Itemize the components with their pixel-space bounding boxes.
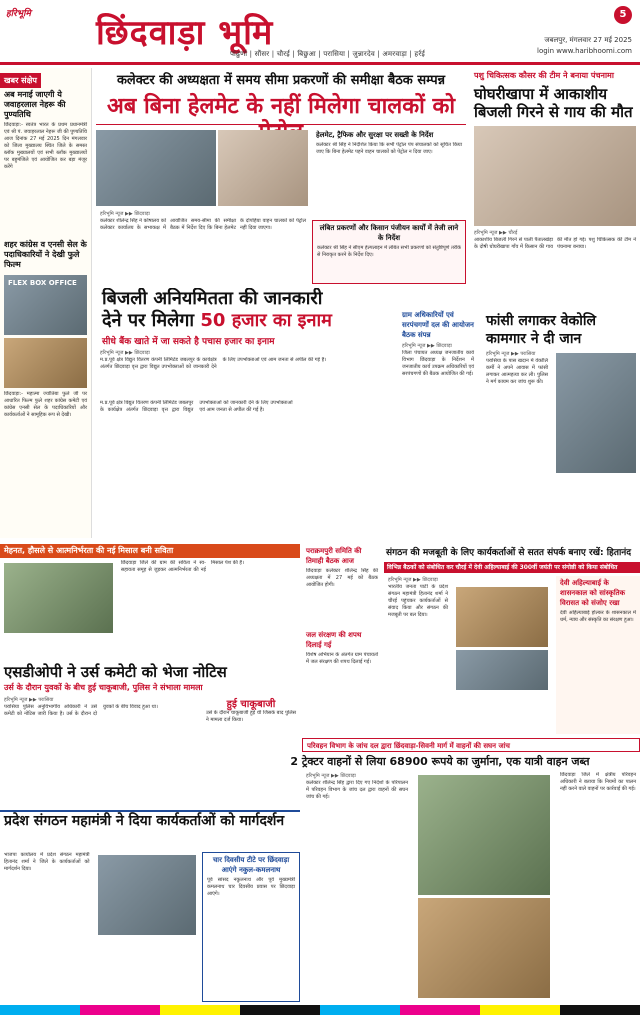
meeting-headline: ग्राम अधिकारियों एवं सरपंचगणों दल की आयोजन बैठक संपन्न <box>402 311 474 339</box>
electricity-text-cont: म.प्र.पूर्व क्षेत्र विद्युत वितरण कंपनी लिमिटेड जबलपुर के कार्यक्षेत्र अंतर्गत छिंदवाड़ा वृत्त द्वारा विद्युत उपभोक्ताओं को जानकारी देने के लिए उपभोक्ताओं एवं आम जनता से अपील की गई है। <box>100 400 293 413</box>
sdop-story <box>0 696 200 806</box>
lead-headline: अब बिना हेलमेट के नहीं मिलेगा चालकों को <box>106 94 456 119</box>
edition-title: छिंदवाड़ा भूमि <box>96 13 274 53</box>
sdop-headline: एसडीओपी ने उर्स कमेटी को भेजा नोटिस <box>4 663 227 681</box>
sangathan-text: भारतीय जनता पार्टी के प्रदेश संगठन महामंत्री हितानंद शर्मा ने चौरई पहुंचकर कार्यकर्ताओं से संवाद किया और संगठन की मजबूती पर बल दिया। <box>388 584 448 618</box>
cow-photo <box>474 126 636 226</box>
transport-text: कलेक्टर शीलेन्द्र सिंह द्वारा दिए गए निर्देशों के परिपालन में परिवहन विभाग के जांच दल द्वारा वाहनों की सघन जांच की गई। <box>306 780 408 800</box>
sangathan-byline: हरिभूमि न्यूज ▶▶ छिंदवाड़ा <box>388 577 438 583</box>
mid-headline-2: जल संरक्षण की शपथ दिलाई गई <box>306 631 362 649</box>
lead-kicker: कलेक्टर की अध्यक्षता में समय सीमा प्रकरणों की समीक्षा बैठक सम्पन्न <box>116 73 446 88</box>
newspaper-logo: हरिभूमि <box>6 9 31 19</box>
suicide-text: परासिया के पास खदान में वेकोलि कर्मी ने अपने आवास में फांसी लगाकर आत्महत्या कर ली। पुलिस ने मर्ग कायम कर जांच शुरू की। <box>486 358 548 385</box>
lead-photo-mid <box>218 128 308 208</box>
meeting-text: जिला पंचायत अध्यक्ष जनजातीय कार्य विभाग छिंदवाड़ा के निर्देशन में जनजातीय कार्य उपक्रम अधिकारियों एवं सरपंचगणों की बैठक आयोजित की गई। <box>402 350 474 377</box>
page-number: 5 <box>614 6 632 24</box>
sdop-text: परासिया पुलिस अनुविभागीय अधिकारी ने उर्स कमेटी को नोटिस जारी किया है। उर्स के दौरान दो युवकों के बीच विवाद हुआ था। <box>4 704 158 717</box>
lead-box-text: कलेक्टर श्री सिंह ने सीएम हेल्पलाइन में लंबित सभी प्रकरणों को संतुष्टिपूर्ण तरीके से निराकृत करने के निर्देश दिए। <box>317 245 461 258</box>
electricity-headline-2b: 50 हजार का इनाम <box>200 310 332 331</box>
electricity-text: म.प्र.पूर्व क्षेत्र विद्युत वितरण कंपनी लिमिटेड जबलपुर के कार्यक्षेत्र अंतर्गत छिंदवाड़ा वृत्त द्वारा विद्युत उपभोक्ताओं को जानकारी देने के लिए उपभोक्ताओं एवं आम जनता से अपील की गई है। <box>100 357 327 370</box>
electricity-headline-2a: देने पर मिलेगा <box>102 310 195 331</box>
lead-photo-left <box>96 128 216 208</box>
lead-side-text: कलेक्टर श्री सिंह ने निर्देशित किया कि सभी पेट्रोल पंप संचालकों को सूचित किया जाए कि बिना हेलमेट पहने वाहन चालकों को पेट्रोल न दिया जाए। <box>316 142 462 155</box>
lead-sidebar <box>312 128 466 218</box>
lead-box-headline: लंबित प्रकरणों और किसान पंजीयन कार्यों में तेजी लाने के निर्देश <box>319 224 459 242</box>
pradesh-photo <box>98 855 196 935</box>
chaku-box <box>202 696 300 806</box>
news-brief-label: खबर संक्षेप <box>0 73 41 88</box>
lead-text: कलेक्टर शीलेन्द्र सिंह ने कोषालय को कलेक्टर कार्यालय के सभाकक्ष में आयोजित समय-सीमा की समीक्षा बैठक में निर्देश दिए कि बिना हेलमेट के दोपहिया वाहन चालकों को पेट्रोल नहीं दिया जाएगा। <box>100 218 306 231</box>
lead-side-headline: हेलमेट, ट्रैफिक और सुरक्षा पर सख्ती के निर्देश <box>316 131 434 139</box>
electricity-continued <box>96 400 396 540</box>
lightning-headline: घोघरीखापा में आकाशीय बिजली गिरने से गाय की मौत <box>474 85 633 121</box>
district-list: पांढुर्णा | सौंसर | चौरई | बिछुआ | परासिया | जुन्नारदेव | अमरवाड़ा | हर्रई <box>230 50 426 58</box>
meeting-story <box>398 308 478 540</box>
electricity-byline: हरिभूमि न्यूज ▶▶ छिंदवाड़ा <box>100 350 150 356</box>
lightning-kicker: पशु चिकित्सक कौसर की टीम ने बनाया पंचनामा <box>474 71 614 80</box>
transport-story <box>302 772 412 1004</box>
brief-headline-1: अब मनाई जाएगी ये जवाहरलाल नेहरू की पुण्यतिथि <box>4 90 66 119</box>
lightning-text: आकाशीय बिजली गिरने से पाली पैतालखेड़ा के दोषी घोघरीखापा गाँव में किसान की गाय की मौत हो गई। पशु चिकित्सक की टीम ने पंचनामा बनाया। <box>474 237 636 250</box>
savita-photo <box>4 563 113 633</box>
sangathan-photo-1 <box>456 587 548 647</box>
mid-text-1: छिंदवाड़ा कलेक्टर शीलेन्द्र सिंह की अध्यक्षता में 27 मई को बैठक आयोजित होगी। <box>306 568 378 588</box>
sangathan-story <box>384 576 554 734</box>
masthead <box>0 0 640 62</box>
ahilya-sidebar <box>556 576 640 734</box>
cinema-photo <box>4 275 87 335</box>
brief-headline-2: शहर कांग्रेस व एनसी सेल के पदाधिकारियों ने देखी फुले फिल्म <box>4 240 87 269</box>
lightning-byline: हरिभूमि न्यूज ▶▶ चौरई <box>474 230 518 236</box>
transport-subhead: 2 ट्रेक्टर वाहनों से लिया 68900 रूपये का जुर्माना, एक यात्री वाहन जब्त <box>290 755 590 768</box>
mid-text-2: विशेष अभियान के अंतर्गत ग्राम पंचायतों में जल संरक्षण की शपथ दिलाई गई। <box>306 652 378 665</box>
lead-rule <box>96 124 466 125</box>
tractor-photo <box>418 898 550 998</box>
victim-photo <box>556 353 636 473</box>
electricity-headline-1: बिजली अनियमितता की जानकारी <box>102 288 323 309</box>
edition-date: जबलपुर, मंगलवार 27 मई 2025 <box>544 36 632 44</box>
lead-body <box>96 210 310 284</box>
chaku-headline: हुई चाकूबाजी <box>226 699 276 710</box>
masthead-rule <box>0 62 640 65</box>
brief-text-1: छिंदवाड़ा:- स्वतंत्र भारत के प्रथम प्रधानमंत्री एवं श्री पं. जवाहरलाल नेहरू जी की पुण्यतिथि आज दिनांक 27 मई 2025 दिन मंगलवार को जिला मुख्यालय स्थित जिले के समस्त ब्लॉक मुख्यालयों एवं सभी ब्लॉक मुख्यालयों पर बहुमंजिले एवं आयोजित कर बड़ा मंजूर करेंगे <box>4 122 87 170</box>
suicide-story <box>482 310 640 540</box>
nakul-box <box>202 852 300 1002</box>
nakul-text: पूर्व सांसद नकुलनाथ और पूर्व मुख्यमंत्री कमलनाथ चार दिवसीय प्रवास पर छिंदवाड़ा आएंगे। <box>207 877 295 897</box>
pradesh-headline: प्रदेश संगठन महामंत्री ने दिया कार्यकर्ताओं को मार्गदर्शन <box>0 810 300 850</box>
news-brief-column <box>0 68 92 538</box>
sangathan-headline: संगठन की मजबूती के लिए कार्यकर्ताओं से सतत संपर्क बनाए रखें: हितानंद <box>386 548 632 558</box>
savita-banner: मेहनत, हौसले से आत्मनिर्भरता की नई मिसाल बनी सविता <box>0 544 300 558</box>
nakul-headline: चार दिवसीय टीटे पर छिंदवाड़ा आएंगे नकुल-कमलनाथ <box>212 856 290 874</box>
ahilya-headline: देवी अहिल्याबाई के शासनकाल को सांस्कृतिक विरासत को संजोए रखा <box>560 579 626 607</box>
group-photo <box>4 338 87 388</box>
electricity-subhead: सीधे बैंक खाते में जा सकते है पचास हजार का इनाम <box>102 337 275 347</box>
pradesh-text: भाजपा कार्यालय में प्रदेश संगठन महामंत्री हितानंद शर्मा ने जिले के कार्यकर्ताओं को मार्गदर्शन दिया। <box>4 852 90 872</box>
photo-caption: FLEX BOX OFFICE <box>8 279 77 287</box>
suicide-byline: हरिभूमि न्यूज ▶▶ परासिया <box>486 351 536 357</box>
sangathan-photo-2 <box>456 650 548 690</box>
sdop-subhead: उर्स के दौरान युवकों के बीच हुई चाकूबाजी, पुलिस ने संभाला मामला <box>4 683 203 692</box>
brief-text-2: छिंदवाड़ा:- महात्मा ज्योतिबा फुले जी पर आधारित फिल्म फुले शहर कांग्रेस कमेटी एवं कांग्रेस एनसी सेल के पदाधिकारियों और कार्यकर्ताओं ने सामूहिक रूप से देखी। <box>4 391 87 418</box>
pradesh-story <box>0 852 200 1002</box>
ahilya-text: देवी अहिल्याबाई होल्कर के शासनकाल में धर्म, न्याय और संस्कृति का संरक्षण हुआ। <box>560 610 636 623</box>
meeting-byline: हरिभूमि न्यूज ▶▶ छिंदवाड़ा <box>402 343 452 349</box>
transport-byline: हरिभूमि न्यूज ▶▶ छिंदवाड़ा <box>306 773 356 779</box>
transport-right <box>556 772 640 1004</box>
savita-story <box>0 560 300 658</box>
lead-box <box>312 220 466 284</box>
jeep-photo <box>418 775 550 895</box>
sangathan-subhead: विभिन्न बैठकों को संबोधित कर चौरई में देवी अहिल्याबाई की 300वीं जयंती पर संगोष्ठी को किया संबोधित <box>384 562 640 573</box>
sdop-byline: हरिभूमि न्यूज ▶▶ परासिया <box>4 697 54 703</box>
mid-column <box>302 544 382 734</box>
suicide-headline: फांसी लगाकर वेकोलि कामगार ने दी जान <box>486 313 597 347</box>
lead-byline: हरिभूमि न्यूज ▶▶ छिंदवाड़ा <box>100 211 150 217</box>
transport-headline: परिवहन विभाग के जांच दल द्वारा छिंदवाड़ा-सिवनी मार्ग में वाहनों की सघन जांच <box>302 738 640 752</box>
website-url[interactable]: login www.haribhoomi.com <box>537 47 632 55</box>
mid-headline-1: पराक्रमपुरी समिति की तिमाही बैठक आज <box>306 547 362 565</box>
lightning-story <box>470 68 640 306</box>
transport-photos <box>414 772 554 1004</box>
transport-right-text: छिंदवाड़ा जिले में क्षेत्रीय परिवहन अधिकारी ने बताया कि नियमों का पालन नहीं करने वाले वाहनों पर कार्रवाई की गई। <box>560 772 636 792</box>
chaku-text: उर्स के दौरान चाकूबाजी हुई थी जिसके बाद पुलिस ने मामला दर्ज किया। <box>206 710 296 723</box>
printer-color-bar <box>0 1005 640 1015</box>
savita-text: छिंदवाड़ा जिले की ग्राम की सविता ने स्व-सहायता समूह से जुड़कर आत्मनिर्भरता की नई मिसाल पेश की है। <box>120 560 244 573</box>
